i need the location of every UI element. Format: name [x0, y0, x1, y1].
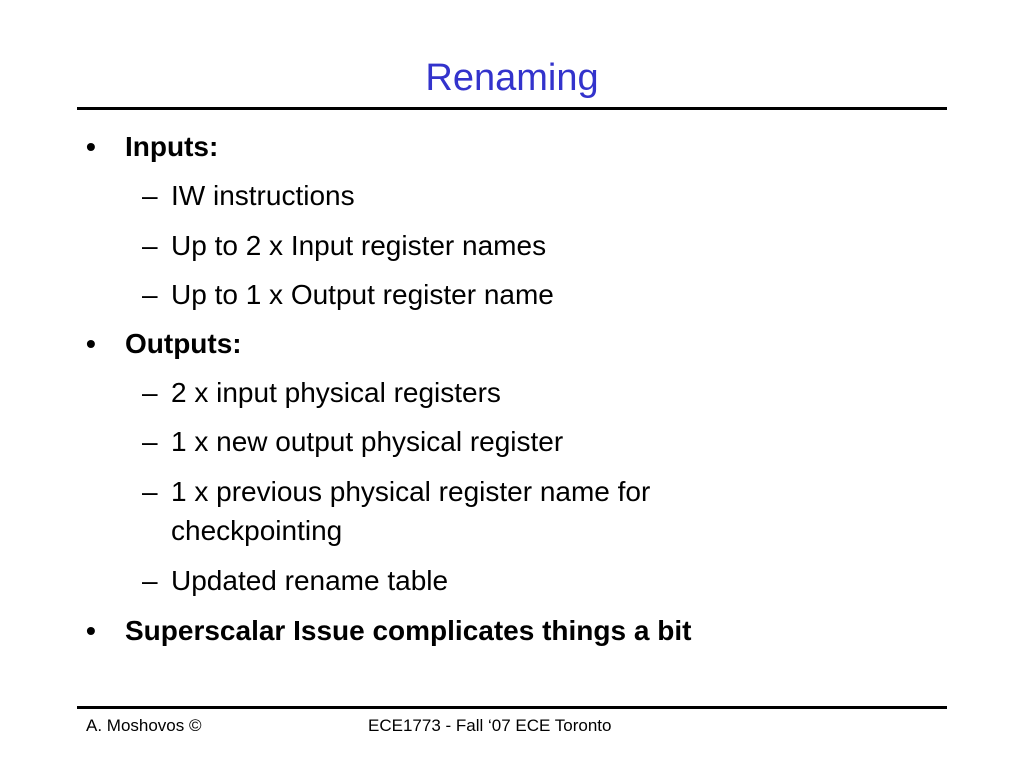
bullet-label: Superscalar Issue complicates things a bit [125, 615, 692, 646]
sub-bullet-dash: – [142, 565, 158, 596]
sub-bullet-label: 1 x new output physical register [171, 426, 564, 457]
bullet-dot: • [86, 328, 96, 359]
sub-bullet-updated-rename-table [142, 561, 449, 600]
sub-bullet-dash: – [142, 476, 158, 507]
footer-course: ECE1773 - Fall ‘07 ECE Toronto [368, 716, 612, 735]
bullet-superscalar-issue [86, 611, 692, 650]
sub-bullet-label: 1 x previous physical register name for [171, 476, 651, 507]
sub-bullet-input-register-names [142, 226, 547, 265]
bullet-label: Outputs: [125, 328, 242, 359]
sub-bullet-dash: – [142, 426, 158, 457]
bullet-inputs [86, 127, 219, 166]
sub-bullet-dash: – [142, 279, 158, 310]
sub-bullet-dash: – [142, 180, 158, 211]
sub-bullet-previous-register-name [142, 472, 651, 511]
sub-bullet-dash: – [142, 230, 158, 261]
sub-bullet-label: Up to 1 x Output register name [171, 279, 554, 310]
sub-bullet-new-output-register [142, 422, 564, 461]
slide-title: Renaming [425, 57, 599, 99]
sub-bullet-label: Up to 2 x Input register names [171, 230, 547, 261]
bullet-label: Inputs: [125, 131, 219, 162]
sub-bullet-iw-instructions [142, 176, 355, 215]
sub-bullet-input-physical-registers [142, 373, 501, 412]
bullet-outputs [86, 324, 242, 363]
footer-divider [77, 706, 947, 709]
sub-bullet-label: Updated rename table [171, 565, 449, 596]
sub-bullet-dash: – [142, 377, 158, 408]
bullet-dot: • [86, 131, 96, 162]
bullet-dot: • [86, 615, 96, 646]
sub-bullet-label: 2 x input physical registers [171, 377, 501, 408]
footer-author: A. Moshovos © [86, 716, 202, 735]
sub-bullet-continuation: checkpointing [171, 515, 343, 546]
sub-bullet-label: IW instructions [171, 180, 355, 211]
sub-bullet-output-register-name [142, 275, 554, 314]
